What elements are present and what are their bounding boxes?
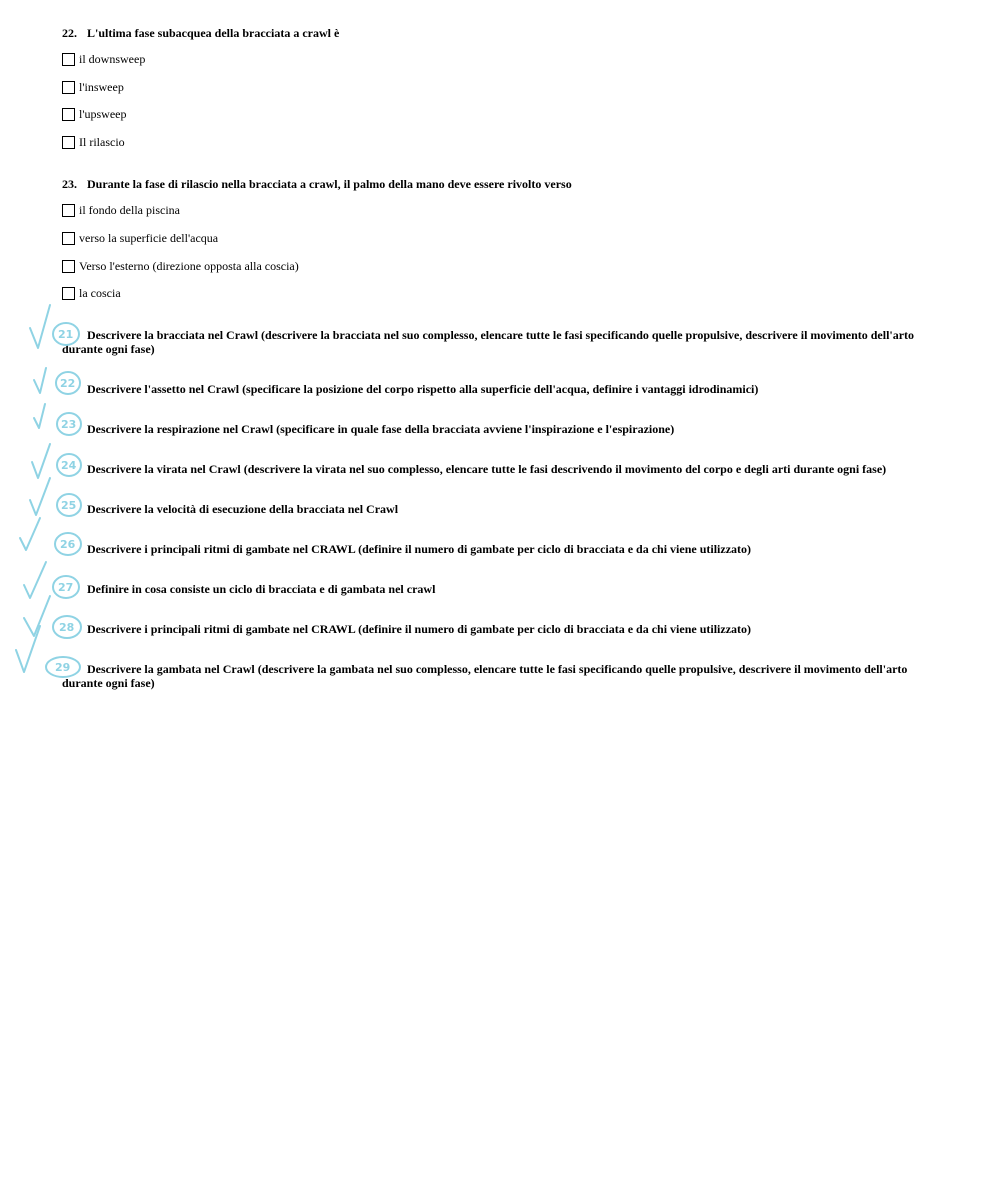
question-23-text: Durante la fase di rilascio nella bracciata a crawl, il palmo della mano deve essere rivolto verso (87, 177, 572, 191)
q23-option-2[interactable] (62, 231, 218, 246)
checkbox[interactable] (62, 204, 75, 217)
checkbox[interactable] (62, 81, 75, 94)
mark-number: 23 (61, 418, 77, 431)
q22-option-4[interactable] (62, 135, 125, 150)
mark-number: 29 (55, 661, 71, 674)
option-label: la coscia (79, 286, 121, 300)
essay-question: Descrivere i principali ritmi di gambate nel CRAWL (definire il numero di gambate per ciclo di bracciata e da chi viene utilizzato) (87, 622, 752, 636)
check-mark-icon (20, 518, 40, 550)
essay-question: Descrivere la gambata nel Crawl (descrivere la gambata nel suo complesso, elencare tutte le fasi specificando quelle propulsive, descrivere il movimento dell'arto durante ogni fase) (62, 662, 908, 690)
essay-question: Descrivere la virata nel Crawl (descrivere la virata nel suo complesso, elencare tutte le fasi descrivendo il movimento del corpo e degli arti durante ogni fase) (87, 462, 887, 476)
checkbox[interactable] (62, 108, 75, 121)
checkbox[interactable] (62, 287, 75, 300)
q22-option-3[interactable] (62, 107, 126, 122)
mark-number: 26 (60, 538, 76, 551)
essay-question: Descrivere l'assetto nel Crawl (specificare la posizione del corpo rispetto alla superficie dell'acqua, definire i vantaggi idrodinamici) (87, 382, 759, 396)
check-mark-icon (30, 305, 50, 348)
question-22-number: 22. (62, 26, 77, 40)
mark-number: 25 (61, 499, 77, 512)
check-mark-icon (32, 444, 50, 478)
option-label: l'upsweep (79, 107, 127, 121)
essay-question: Descrivere la respirazione nel Crawl (specificare in quale fase della bracciata avviene l'inspirazione e l'espirazione) (87, 422, 675, 436)
check-mark-icon (16, 626, 40, 672)
option-label: verso la superficie dell'acqua (79, 231, 219, 245)
q23-option-1[interactable] (62, 203, 180, 218)
question-23-title (62, 177, 572, 192)
essay-question: Definire in cosa consiste un ciclo di bracciata e di gambata nel crawl (87, 582, 436, 596)
essay-question: Descrivere la bracciata nel Crawl (descrivere la bracciata nel suo complesso, elencare tutte le fasi specificando quelle propulsive, descrivere il movimento dell'arto durante ogni fase) (62, 328, 915, 356)
q23-option-3[interactable] (62, 259, 299, 274)
essay-question: Descrivere i principali ritmi di gambate nel CRAWL (definire il numero di gambate per ciclo di bracciata e da chi viene utilizzato) (87, 542, 752, 556)
check-mark-icon (24, 596, 50, 636)
check-mark-icon (24, 562, 46, 598)
checkbox[interactable] (62, 53, 75, 66)
checkbox[interactable] (62, 136, 75, 149)
checkbox[interactable] (62, 260, 75, 273)
essay-question: Descrivere la velocità di esecuzione della bracciata nel Crawl (87, 502, 399, 516)
option-label: Il rilascio (79, 135, 125, 149)
check-mark-icon (34, 404, 45, 428)
mark-number: 28 (59, 621, 75, 634)
question-22-text: L'ultima fase subacquea della bracciata a crawl è (87, 26, 340, 40)
check-mark-icon (30, 478, 50, 515)
mark-number: 24 (61, 459, 77, 472)
option-label: l'insweep (79, 80, 124, 94)
option-label: il downsweep (79, 52, 146, 66)
check-mark-icon (34, 368, 46, 393)
q22-option-1[interactable] (62, 52, 145, 67)
q22-option-2[interactable] (62, 80, 124, 95)
option-label: il fondo della piscina (79, 203, 180, 217)
option-label: Verso l'esterno (direzione opposta alla coscia) (79, 259, 299, 273)
checkbox[interactable] (62, 232, 75, 245)
question-22-title (62, 26, 339, 41)
question-23-number: 23. (62, 177, 77, 191)
q23-option-4[interactable] (62, 286, 121, 301)
mark-number: 21 (58, 328, 74, 341)
mark-number: 22 (60, 377, 76, 390)
mark-number: 27 (58, 581, 74, 594)
